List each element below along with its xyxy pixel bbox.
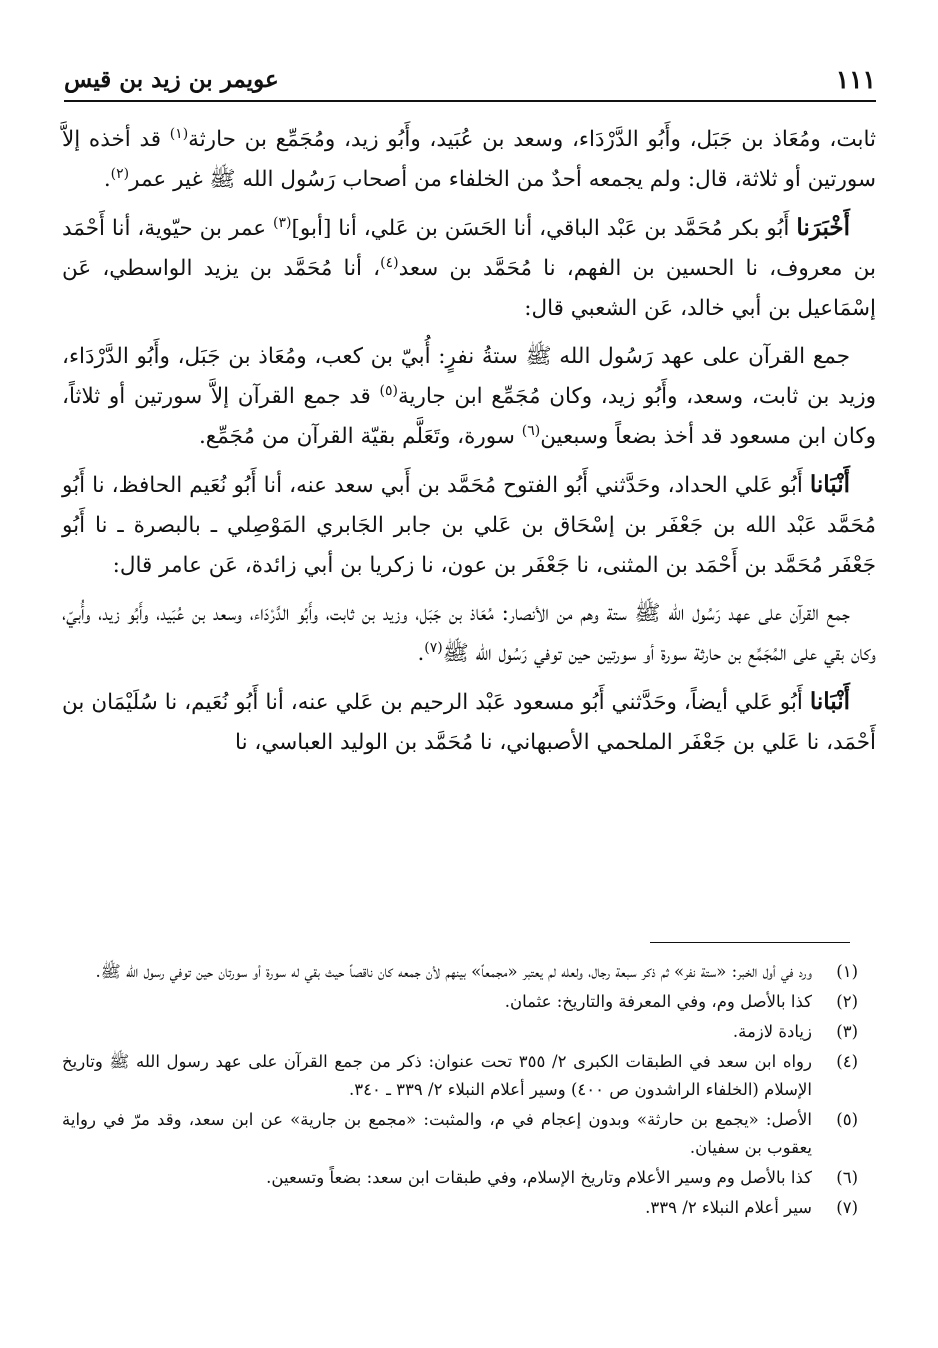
footnote-text: سير أعلام النبلاء ٢/ ٣٣٩. — [645, 1198, 812, 1217]
footnote-separator — [650, 942, 850, 943]
footnote-number: (٦) — [836, 1168, 858, 1187]
footnote-text: رواه ابن سعد في الطبقات الكبرى ٢/ ٣٥٥ تحت عنوان: ذكر من جمع القرآن على عهد رسول الله ﷺ وتاريخ الإسلام (الخلفاء الراشدون ص ٤٠٠) وسير أعلام النبلاء ٢/ ٣٣٩ ـ ٣٤٠. — [62, 1052, 812, 1099]
running-title: عويمر بن زيد بن قيس — [64, 65, 279, 93]
footnote-item — [62, 1048, 858, 1104]
footnote-ref: (٤) — [380, 254, 399, 271]
footnote-item — [62, 1018, 858, 1046]
footnote-number: (٤) — [836, 1052, 858, 1071]
paragraph-text: جمع القرآن على عهد رَسُول الله ﷺ ستةُ نفرٍ: أُبيّ بن كعب، ومُعَاذ بن جَبَل، وأَبُو الدَّرْدَاء، وزيد بن ثابت، وسعد، وأَبُو زيد، وكان مُجَمِّع ابن جارية — [62, 344, 877, 409]
footnote-text: كذا بالأصل وم، وفي المعرفة والتاريخ: عثمان. — [504, 992, 812, 1011]
paragraph-text: . — [103, 167, 111, 192]
footnote-number: (٥) — [836, 1110, 858, 1129]
footnotes — [62, 958, 858, 1224]
footnote-item — [62, 1194, 858, 1222]
paragraph-text: ، أنا مُحَمَّد بن يزيد الواسطي، عَن إسْمَاعيل بن أبي خالد، عَن الشعبي قال: — [62, 256, 876, 321]
paragraph-text: أَبُو بكر مُحَمَّد بن عَبْد الباقي، أنا الحَسَن بن عَلي، أنا [أبو] — [291, 216, 797, 241]
paragraph-text: قد جمع القرآن إلاَّ سورتين أو ثلاثاً، وكان ابن مسعود قد أخذ بضعاً وسبعين — [62, 384, 876, 449]
paragraph — [62, 465, 876, 586]
footnote-text: الأصل: «يجمع بن حارثة» وبدون إعجام في م، والمثبت: «مجمع بن جارية» عن ابن سعد، وقد مرّ في رواية يعقوب بن سفيان. — [62, 1110, 812, 1157]
footnote-item — [62, 988, 858, 1016]
footnote-ref: (١) — [169, 125, 189, 142]
paragraph — [62, 337, 876, 457]
paragraph-text: أَبُو عَلي الحداد، وحَدَّثني أَبُو الفتوح مُحَمَّد بن أَبي سعد عنه، أنا أَبُو نُعَيم الحافظ، نا أَبُو مُحَمَّد عَبْد الله بن جَعْفَر بن إسْحَاق بن عَلي بن جابر الجَابري المَوْصِلي ـ بالبصرة ـ نا أَبُو جَعْفَر مُحَمَّد بن أَحْمَد بن المثنى، نا جَعْفَر بن عون، نا زكريا بن أبي زائدة، عَن عامر قال: — [62, 473, 876, 578]
footnote-ref: (٢) — [110, 165, 130, 182]
footnote-item — [62, 1106, 858, 1162]
footnote-number: (١) — [836, 962, 858, 981]
main-text — [62, 120, 876, 771]
paragraph-text: أَبُو عَلي أيضاً، وحَدَّثني أَبُو مسعود عَبْد الرحيم بن عَلي عنه، أنا أَبُو نُعَيم، نا سُلَيْمَان بن أَحْمَد، نا عَلي بن جَعْفَر الملحمي الأصبهاني، نا مُحَمَّد بن الوليد العباسي، نا — [62, 690, 876, 755]
footnote-ref: (٧) — [424, 639, 443, 656]
paragraph-lead-word: أَخْبَرَنا — [796, 214, 850, 241]
footnote-text: كذا بالأصل وم وسير الأعلام وتاريخ الإسلام، وفي طبقات ابن سعد: بضعاً وتسعين. — [266, 1168, 812, 1187]
footnote-number: (٣) — [836, 1022, 858, 1041]
running-header — [64, 58, 876, 102]
page-number: ١١١ — [835, 64, 876, 94]
paragraph-text: قد أخذه إلاَّ سورتين أو ثلاثة، قال: ولم يجمعه أحدٌ من الخلفاء من أصحاب رَسُول الله ﷺ غير عمر — [62, 127, 876, 192]
footnote-number: (٢) — [836, 992, 858, 1011]
footnote-ref: (٣) — [273, 214, 292, 231]
paragraph-text: . — [417, 641, 425, 666]
paragraph-text: عمر بن حيّوية، أنا أَحْمَد بن معروف، نا الحسين بن الفهم، نا مُحَمَّد بن سعد — [62, 216, 876, 281]
paragraph-text: ثابت، ومُعَاذ بن جَبَل، وأَبُو الدَّرْدَاء، وسعد بن عُبَيد، وأَبُو زيد، ومُجَمِّع بن حارثة — [188, 127, 876, 152]
paragraph — [62, 208, 876, 329]
paragraph — [62, 682, 876, 763]
paragraph-lead-word: أَنْبَانا — [809, 471, 850, 498]
paragraph-lead-word: أَنْبَانا — [809, 688, 850, 715]
paragraph — [62, 120, 876, 200]
paragraph — [62, 594, 876, 674]
footnote-item — [62, 958, 858, 986]
footnote-number: (٧) — [836, 1198, 858, 1217]
footnote-text: زيادة لازمة. — [732, 1022, 812, 1041]
paragraph-text: سورة، وتَعَلَّم بقيّة القرآن من مُجَمِّع. — [198, 424, 522, 449]
footnote-ref: (٦) — [521, 422, 541, 439]
footnote-text: ورد في أول الخبر: «ستة نفر» ثم ذكر سبعة رجال، ولعله لم يعتبر «مجمعاً» بينهم لأن جمعه كان ناقصاً حيث بقي له سورة أو سورتان حين توفي رسول الله ﷺ. — [95, 962, 812, 981]
paragraph-text: جمع القرآن على عهد رَسُول الله ﷺ ستة وهم من الأنصار: مُعَاذ بن جَبَل، وزيد بن ثابت، وأَبُو الدَّرْدَاء، وسعد بن عُبَيد، وأَبُو زيد، وأُبيّ، وكان بقي على المُجَمِّع بن حارثة سورة أو سورتين حين توفي رَسُول الله ﷺ — [62, 601, 876, 666]
footnote-item — [62, 1164, 858, 1192]
footnote-ref: (٥) — [379, 382, 398, 399]
